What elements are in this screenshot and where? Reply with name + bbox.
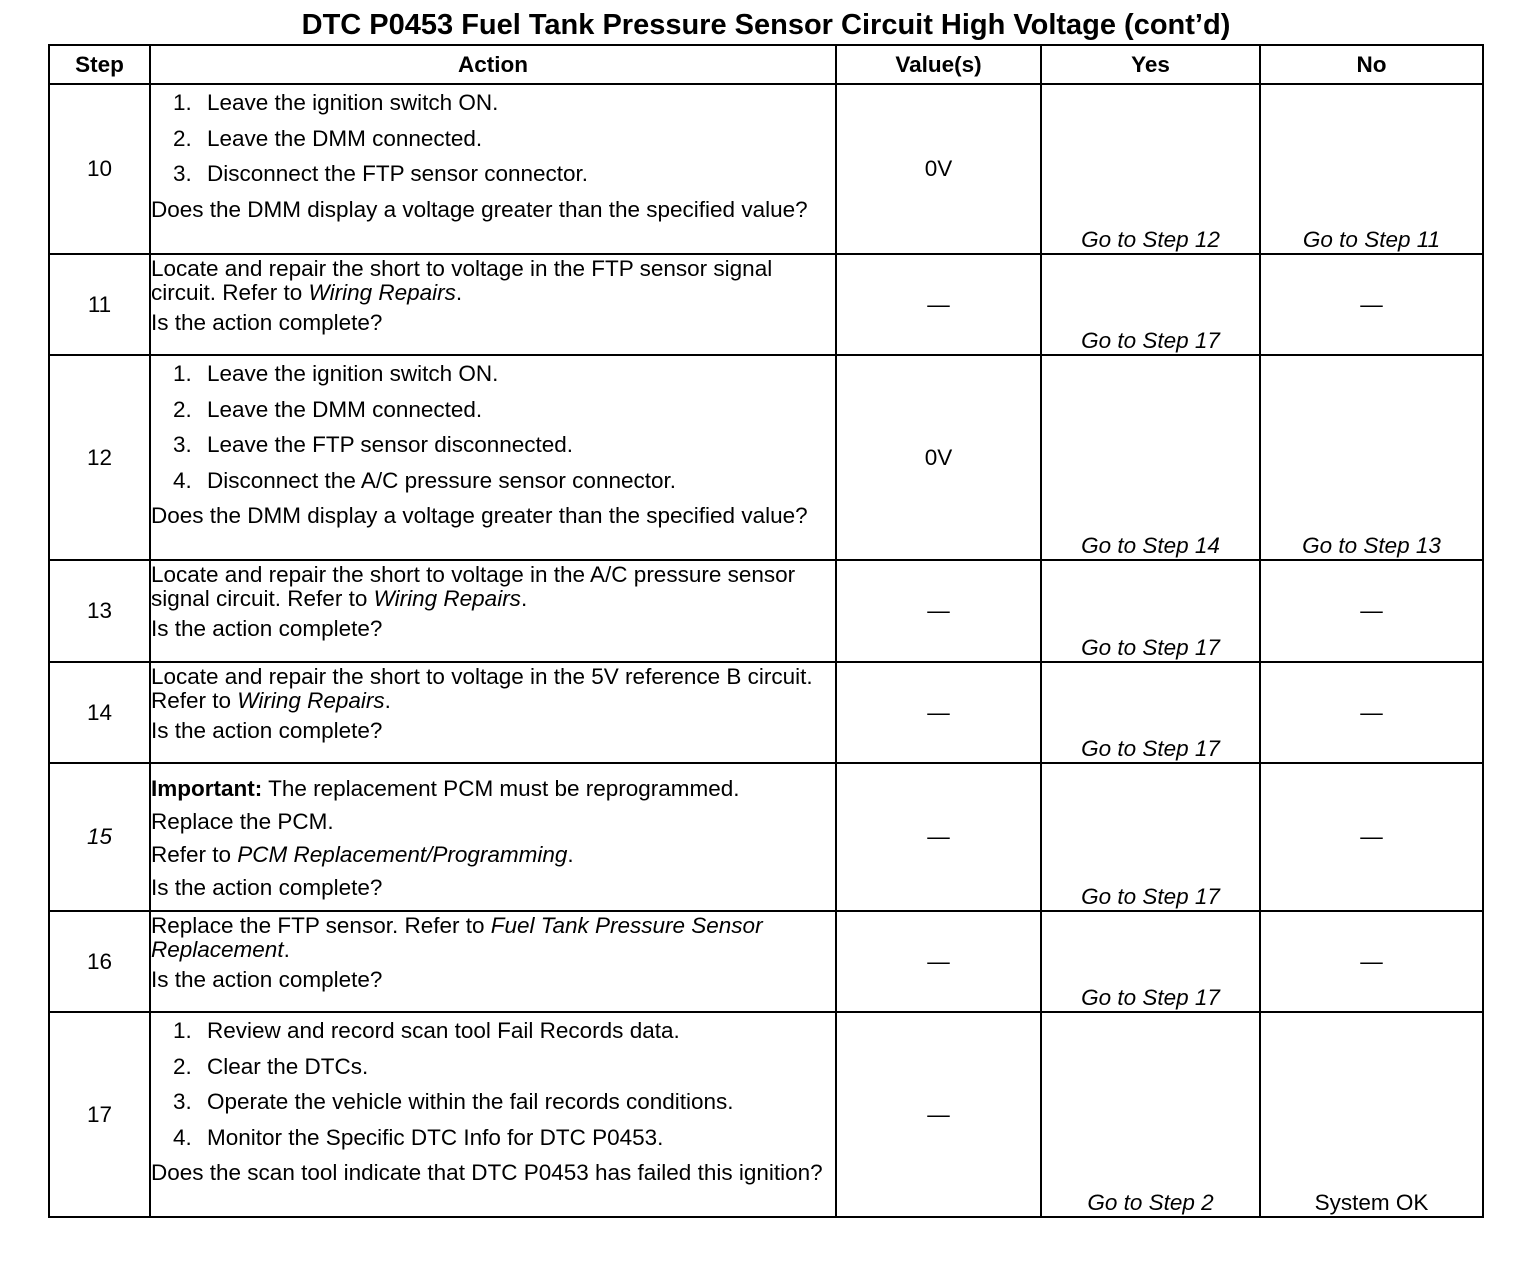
action-list-item: 2. Leave the DMM connected. bbox=[173, 396, 483, 422]
no-cell bbox=[1260, 84, 1483, 254]
no-cell bbox=[1260, 355, 1483, 560]
action-list-item: 1. Leave the ignition switch ON. bbox=[173, 361, 499, 386]
action-question: Does the scan tool indicate that DTC P0453 has failed this ignition? bbox=[151, 1160, 823, 1185]
yes-cell bbox=[1041, 560, 1260, 662]
action-cell bbox=[150, 254, 836, 355]
column-header-action: Action bbox=[150, 45, 836, 84]
action-text: Locate and repair the short to voltage in the 5V reference B circuit. Refer to Wiring Repairs. bbox=[151, 664, 813, 713]
yes-cell bbox=[1041, 1012, 1260, 1217]
action-cell bbox=[150, 763, 836, 911]
table-row-step-12 bbox=[49, 355, 1483, 560]
yes-cell bbox=[1041, 84, 1260, 254]
table-row-step-17 bbox=[49, 1012, 1483, 1217]
action-list-item: 4. Monitor the Specific DTC Info for DTC P0453. bbox=[173, 1124, 664, 1150]
reference-link: PCM Replacement/Programming bbox=[237, 842, 568, 867]
action-list-item: 4. Disconnect the A/C pressure sensor connector. bbox=[173, 467, 676, 493]
action-list-item: 1. Review and record scan tool Fail Records data. bbox=[173, 1018, 680, 1043]
action-list-item: 1. Leave the ignition switch ON. bbox=[173, 90, 499, 115]
yes-cell bbox=[1041, 662, 1260, 763]
no-cell: — bbox=[1260, 763, 1483, 911]
step-number: 10 bbox=[49, 84, 150, 254]
yes-link: Go to Step 17 bbox=[1081, 884, 1220, 909]
action-cell bbox=[150, 1012, 836, 1217]
action-question: Is the action complete? bbox=[151, 967, 383, 992]
step-number: 14 bbox=[49, 662, 150, 763]
value-cell: 0V bbox=[836, 84, 1041, 254]
action-cell bbox=[150, 911, 836, 1012]
action-text: Replace the PCM. bbox=[151, 809, 334, 834]
action-question: Does the DMM display a voltage greater than the specified value? bbox=[151, 196, 808, 222]
column-header-yes: Yes bbox=[1041, 45, 1260, 84]
yes-cell bbox=[1041, 254, 1260, 355]
yes-cell bbox=[1041, 911, 1260, 1012]
no-cell: — bbox=[1260, 254, 1483, 355]
yes-link: Go to Step 17 bbox=[1081, 985, 1220, 1010]
column-header-values: Value(s) bbox=[836, 45, 1041, 84]
value-cell: — bbox=[836, 662, 1041, 763]
table-row-step-11 bbox=[49, 254, 1483, 355]
yes-link: Go to Step 17 bbox=[1081, 328, 1220, 353]
yes-link: Go to Step 2 bbox=[1087, 1190, 1214, 1215]
action-question: Is the action complete? bbox=[151, 875, 383, 900]
action-cell bbox=[150, 560, 836, 662]
action-question: Is the action complete? bbox=[151, 616, 383, 641]
action-list-item: 2. Clear the DTCs. bbox=[173, 1053, 369, 1079]
step-number: 15 bbox=[49, 763, 150, 911]
action-text: Locate and repair the short to voltage in the A/C pressure sensor signal circuit. Refer to Wiring Repairs. bbox=[151, 562, 796, 611]
yes-link: Go to Step 17 bbox=[1081, 635, 1220, 660]
value-cell: — bbox=[836, 254, 1041, 355]
reference-link: Wiring Repairs bbox=[308, 280, 456, 305]
action-question: Is the action complete? bbox=[151, 718, 383, 743]
important-note: Important: The replacement PCM must be reprogrammed. bbox=[151, 776, 740, 801]
value-cell: — bbox=[836, 560, 1041, 662]
no-cell: — bbox=[1260, 560, 1483, 662]
yes-link: Go to Step 14 bbox=[1081, 533, 1220, 558]
no-cell: System OK bbox=[1260, 1012, 1483, 1217]
value-cell: 0V bbox=[836, 355, 1041, 560]
action-cell bbox=[150, 84, 836, 254]
column-header-step: Step bbox=[49, 45, 150, 84]
diagnostic-table bbox=[48, 44, 1484, 1218]
action-cell bbox=[150, 662, 836, 763]
step-number: 17 bbox=[49, 1012, 150, 1217]
table-row-step-15 bbox=[49, 763, 1483, 911]
action-question: Is the action complete? bbox=[151, 310, 383, 335]
table-row-step-13 bbox=[49, 560, 1483, 662]
action-text: Locate and repair the short to voltage in the FTP sensor signal circuit. Refer to Wiring Repairs. bbox=[151, 256, 773, 305]
step-number: 12 bbox=[49, 355, 150, 560]
table-header-row bbox=[49, 45, 1483, 84]
reference-link: Wiring Repairs bbox=[373, 586, 521, 611]
action-list-item: 3. Disconnect the FTP sensor connector. bbox=[173, 161, 589, 186]
action-list-item: 2. Leave the DMM connected. bbox=[173, 125, 483, 151]
table-row-step-14 bbox=[49, 662, 1483, 763]
table-row-step-10 bbox=[49, 84, 1483, 254]
reference-link: Wiring Repairs bbox=[237, 688, 385, 713]
value-cell: — bbox=[836, 911, 1041, 1012]
no-link: Go to Step 13 bbox=[1302, 533, 1441, 558]
no-link: Go to Step 11 bbox=[1302, 227, 1441, 252]
value-cell: — bbox=[836, 1012, 1041, 1217]
page-title: DTC P0453 Fuel Tank Pressure Sensor Circuit High Voltage (cont’d) bbox=[301, 9, 1231, 41]
action-list-item: 3. Leave the FTP sensor disconnected. bbox=[173, 432, 574, 457]
action-cell bbox=[150, 355, 836, 560]
action-text: Refer to PCM Replacement/Programming. bbox=[151, 842, 574, 867]
step-number: 13 bbox=[49, 560, 150, 662]
no-cell: — bbox=[1260, 662, 1483, 763]
yes-link: Go to Step 12 bbox=[1081, 227, 1220, 252]
step-number: 16 bbox=[49, 911, 150, 1012]
yes-link: Go to Step 17 bbox=[1081, 736, 1220, 761]
table-row-step-16 bbox=[49, 911, 1483, 1012]
action-question: Does the DMM display a voltage greater than the specified value? bbox=[151, 503, 808, 528]
no-cell: — bbox=[1260, 911, 1483, 1012]
action-list-item: 3. Operate the vehicle within the fail records conditions. bbox=[173, 1089, 734, 1114]
yes-cell bbox=[1041, 355, 1260, 560]
step-number: 11 bbox=[49, 254, 150, 355]
column-header-no: No bbox=[1260, 45, 1483, 84]
action-text: Replace the FTP sensor. Refer to Fuel Tank Pressure Sensor Replacement. bbox=[151, 913, 763, 962]
reference-link: Fuel Tank Pressure Sensor Replacement bbox=[151, 913, 763, 962]
yes-cell bbox=[1041, 763, 1260, 911]
value-cell: — bbox=[836, 763, 1041, 911]
